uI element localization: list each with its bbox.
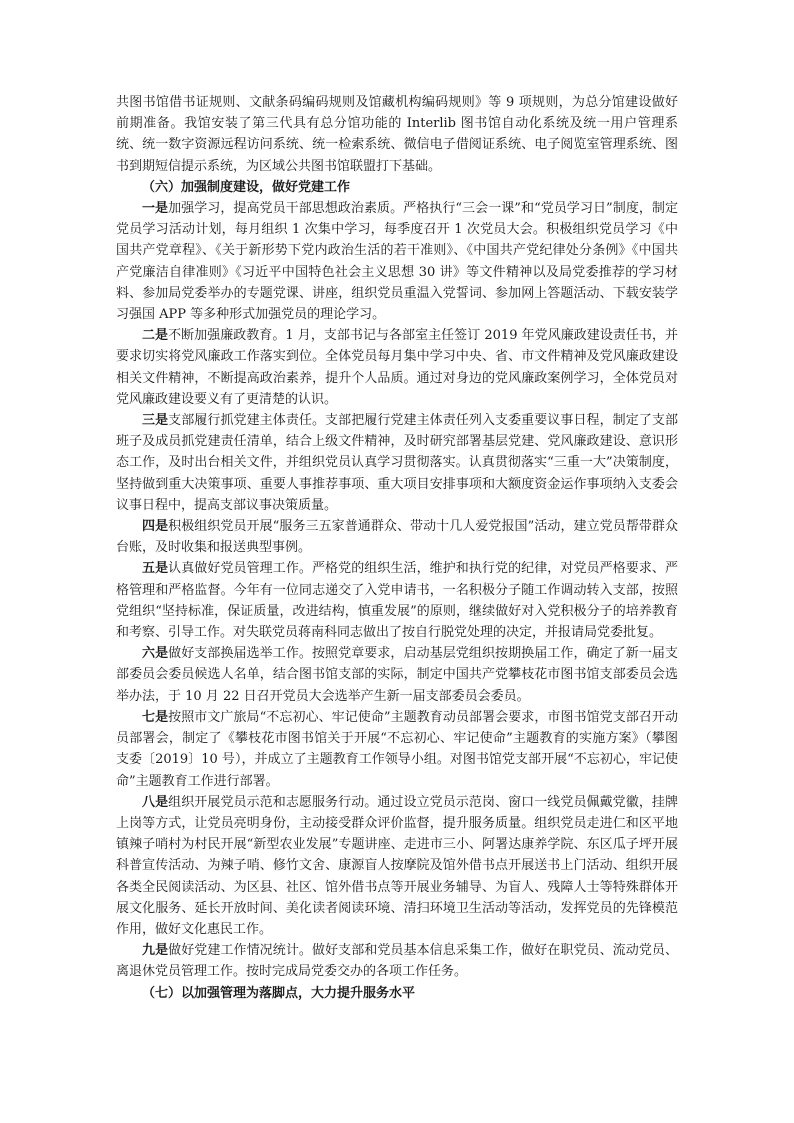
paragraph-lead: 七是 — [142, 709, 169, 725]
body-paragraph: 二是不断加强廉政教育。1 月，支部书记与各部室主任签订 2019 年党风廉政建设责任书，并要求切实将党风廉政工作落实到位。全体党员每月集中学习中央、省、市文件精神及党风廉政建设相关文件精神，不断提高政治素养，提升个人品质。通过对身边的党风廉政案例学习，全体党员对党风廉政建设要义有了更清楚的认识。 — [116, 328, 678, 407]
body-paragraph: 三是支部履行抓党建主体责任。支部把履行党建主体责任列入支委重要议事日程，制定了支部班子及成员抓党建责任清单，结合上级文件精神，及时研究部署基层党建、党风廉政建设、意识形态工作，及时出台相关文件，并组织党员认真学习贯彻落实。认真贯彻落实“三重一大”决策制度，坚持做到重大决策事项、重要人事推荐事项、重大项目安排事项和大额度资金运作事项纳入支委会议事日程中，提高支部议事决策质量。 — [116, 413, 678, 513]
body-paragraph: 七是按照市文广旅局“不忘初心、牢记使命”主题教育动员部署会要求，市图书馆党支部召开动员部署会，制定了《攀枝花市图书馆关于开展“不忘初心、牢记使命”主题教育的实施方案》（攀图支委〔2019〕10 号），并成立了主题教育工作领导小组。对图书馆党支部开展“不忘初心，牢记使命”主题教育工作进行部署。 — [116, 709, 678, 789]
body-paragraph: 一是加强学习，提高党员干部思想政治素质。严格执行“三会一课”和“党员学习日”制度，制定党员学习活动计划，每月组织 1 次集中学习，每季度召开 1 次党员大会。积极组织党员学习《中国共产党章程》、《关于新形势下党内政治生活的若干准则》、《中国共产党纪律处分条例》《中国共产党廉洁自律准则》《习近平中国特色社会主义思想 30 讲》等文件精神以及局党委推荐的学习材料、参加局党委举办的专题党课、讲座，组织党员重温入党誓词、参加网上答题活动、下载安装学习强国 APP 等多种形式加强党员的理论学习。 — [116, 201, 678, 323]
section-heading: （七）以加强管理为落脚点，大力提升服务水平 — [142, 985, 416, 1001]
body-paragraph: 六是做好支部换届选举工作。按照党章要求，启动基层党组织按期换届工作，确定了新一届支部委员会委员候选人名单，结合图书馆支部的实际，制定中国共产党攀枝花市图书馆支部委员会选举办法，于 10 月 22 日召开党员大会选举产生新一届支部委员会委员。 — [116, 646, 678, 704]
body-paragraph: 八是组织开展党员示范和志愿服务行动。通过设立党员示范岗、窗口一线党员佩戴党徽，挂牌上岗等方式，让党员亮明身份，主动接受群众评价监督，提升服务质量。组织党员走进仁和区平地镇辣子哨村为村民开展“新型农业发展”专题讲座、走进市三小、阿署达康养学院、东区瓜子坪开展科普宣传活动、为辣子哨、修竹文舍、康源盲人按摩院及馆外借书点开展送书上门活动、组织开展各类全民阅读活动、为区县、社区、馆外借书点等开展业务辅导、为盲人、残障人士等特殊群体开展文化服务、延长开放时间、美化读者阅读环境、清扫环境卫生活动等活动，发挥党员的先锋模范作用，做好文化惠民工作。 — [116, 794, 678, 937]
body-paragraph: 共图书馆借书证规则、文献条码编码规则及馆藏机构编码规则》等 9 项规则，为总分馆建设做好前期准备。我馆安装了第三代具有总分馆功能的 Interlib 图书馆自动化系统及统一用户管理系统、统一数字资源远程访问系统、统一检索系统、微信电子借阅证系统、电子阅览室管理系统、图书到期短信提示系统，为区域公共图书馆联盟打下基础。 — [116, 95, 678, 174]
paragraph-lead: 四是 — [142, 519, 169, 535]
paragraph-lead: 五是 — [142, 561, 169, 577]
paragraph-lead: 三是 — [142, 413, 169, 429]
section-heading: （六）加强制度建设，做好党建工作 — [142, 179, 351, 195]
paragraph-lead: 八是 — [142, 794, 169, 810]
paragraph-lead: 一是 — [142, 201, 169, 217]
body-paragraph: 九是做好党建工作情况统计。做好支部和党员基本信息采集工作，做好在职党员、流动党员、离退休党员管理工作。按时完成局党委交办的各项工作任务。 — [116, 943, 678, 980]
paragraph-lead: 九是 — [142, 943, 169, 959]
body-paragraph: 五是认真做好党员管理工作。严格党的组织生活，维护和执行党的纪律，对党员严格要求、严格管理和严格监督。今年有一位同志递交了入党申请书，一名积极分子随工作调动转入支部，按照党组织“坚持标准，保证质量，改进结构，慎重发展”的原则，继续做好对入党积极分子的培养教育和考察、引导工作。对失联党员蒋南科同志做出了按自行脱党处理的决定，并报请局党委批复。 — [116, 561, 678, 641]
document-page — [116, 92, 678, 1004]
paragraph-lead: 六是 — [142, 646, 169, 662]
paragraph-lead: 二是 — [142, 328, 169, 344]
body-paragraph: 四是积极组织党员开展“服务三五家普通群众、带动十几人爱党报国”活动，建立党员帮带群众台账，及时收集和报送典型事例。 — [116, 519, 678, 556]
